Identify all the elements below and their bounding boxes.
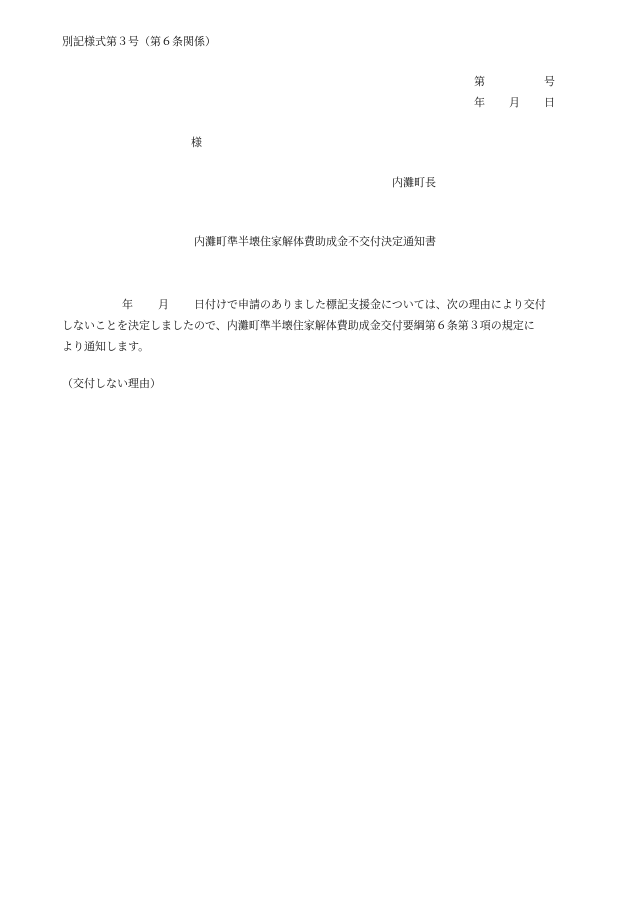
reason-heading: （交付しない理由） — [62, 377, 161, 390]
body-line-3: より通知します。 — [62, 340, 150, 353]
body-line-1-rest: 日付けで申請のありました標記支援金については、次の理由により交付 — [194, 298, 546, 311]
form-label: 別記様式第３号（第６条関係） — [62, 35, 216, 48]
body-text — [62, 294, 568, 357]
document-title: 内灘町準半壊住家解体費助成金不交付決定通知書 — [194, 235, 436, 248]
sender-name: 内灘町長 — [392, 176, 436, 189]
body-line-1 — [62, 294, 568, 315]
addressee-honorific: 様 — [191, 136, 202, 149]
document-number-prefix: 第 — [474, 75, 485, 88]
document-date-day: 日 — [544, 96, 555, 109]
document-date-year: 年 — [474, 96, 485, 109]
document-number-suffix: 号 — [544, 75, 555, 88]
document-date-month: 月 — [509, 96, 520, 109]
body-month: 月 — [158, 298, 169, 311]
body-year: 年 — [122, 298, 133, 311]
body-line-2: しないことを決定しましたので、内灘町準半壊住家解体費助成金交付要綱第６条第３項の規定に — [62, 319, 535, 332]
